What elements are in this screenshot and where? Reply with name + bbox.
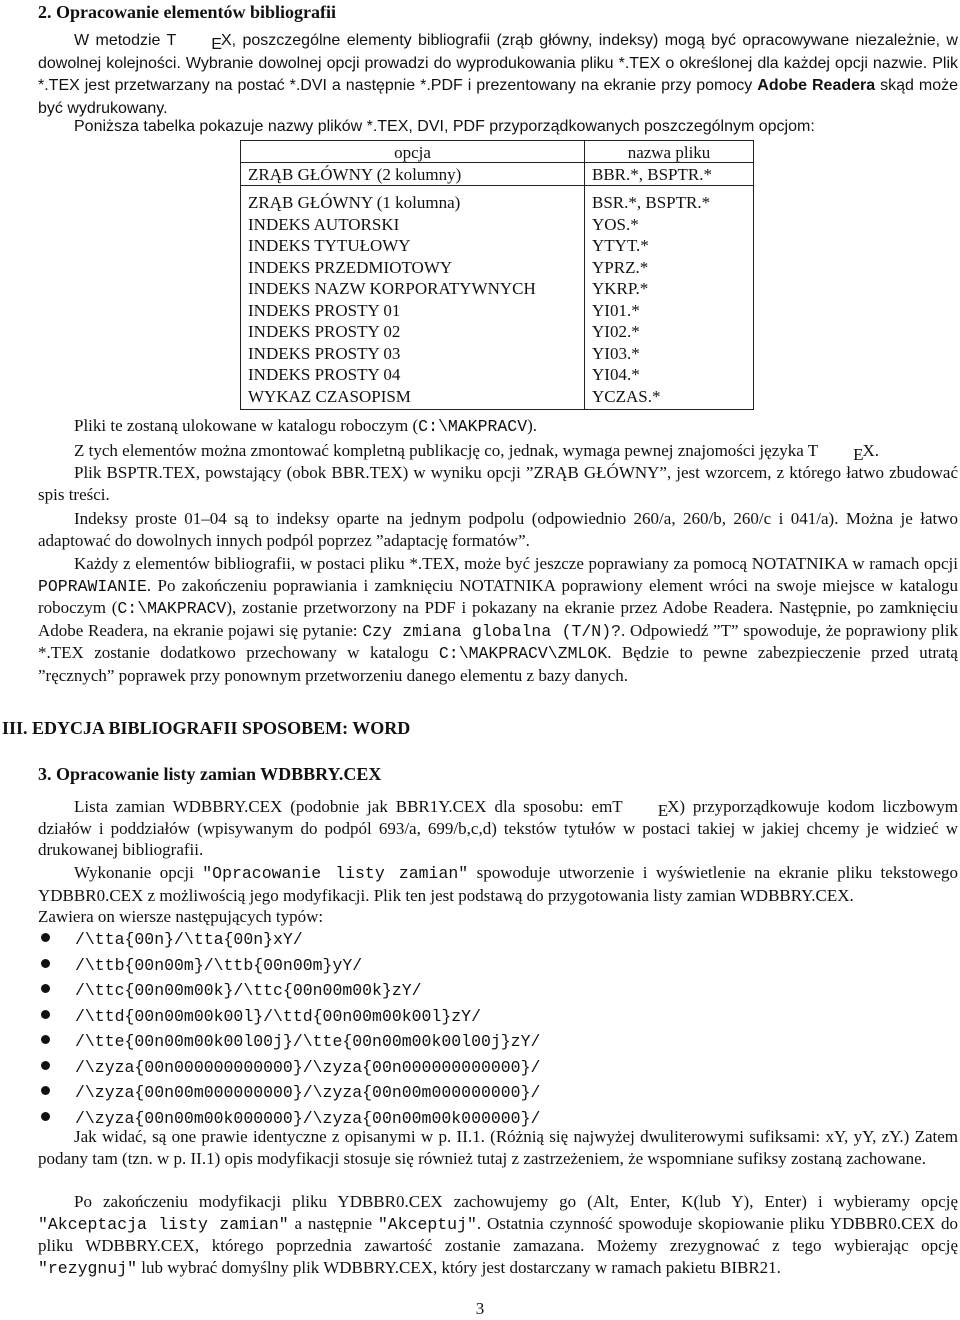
text-run: . Odpowiedź ”T” spowoduje, że poprawiony plik *.TEX zostanie dodatkowo przechowany w katalogu (38, 620, 959, 662)
table-cell-option: WYKAZ CZASOPISM (248, 386, 411, 406)
table-cell-option: INDEKS AUTORSKI (248, 214, 400, 234)
paragraph-table-intro: Poniższa tabelka pokazuje nazwy plików *.TEX, DVI, PDF przyporządkowanych poszczególnym opcjom: (74, 118, 815, 135)
text-run: W metodzie T (74, 32, 177, 49)
table-row (241, 321, 753, 343)
code-line: /\zyza{00n00m00k000000}/\zyza{00n00m00k000000}/ (75, 1108, 541, 1128)
paragraph-list-option (38, 862, 958, 906)
paragraph-corrections (38, 553, 958, 686)
list-item (38, 979, 540, 1005)
path-text: C:\MAKPRACV\ZMLOK (438, 644, 608, 663)
text-run: X, poszczególne elementy bibliografii (zrąb główny, indeksy) mogą być opracowywane niezależnie, w dowolnej kolejności. Wybranie dowolnej opcji prowadzi do wyprodukowania pliku *.TEX o określonej dla każdej opcji nazwie. Plik *.TEX jest przetwarzany na postać *.DVI a następnie *.PDF i prezentowany na ekranie przy pomocy (38, 32, 958, 94)
text-run: Wykonanie opcji (74, 863, 203, 882)
bullet-icon (41, 1035, 50, 1044)
bullet-icon (41, 1112, 50, 1121)
list-item (38, 1030, 540, 1056)
tex-logo-e: E (211, 36, 222, 53)
text-run: X. (862, 441, 880, 460)
paragraph-accept (38, 1191, 958, 1279)
table-cell-file: BSR.*, BSPTR.* (592, 193, 711, 212)
text-run: . Po zakończeniu poprawiania i zamknięciu NOTATNIKA poprawiony element wróci na swoje miejsce w katalogu roboczym ( (38, 575, 958, 617)
prompt-text: Czy zmiana globalna (T/N)? (362, 621, 622, 641)
table-cell-option: INDEKS NAZW KORPORATYWNYCH (248, 279, 536, 298)
code-line: /\ttb{00n00m}/\ttb{00n00m}yY/ (75, 955, 363, 975)
bullet-icon (41, 1086, 50, 1095)
table-cell-file: YI04.* (592, 365, 640, 384)
text-run: . Ostatnia czynność spowoduje skopiowanie pliku YDBBR0.CEX do pliku WDBBRY.CEX, którego poprzednia zawartość zostanie zamazana. Możemy zrezygnować z tego wybierając opcję (38, 1213, 958, 1255)
file-names-table (240, 140, 754, 410)
table-cell-file: YCZAS.* (592, 386, 661, 406)
text-run: X) przyporządkowuje kodom liczbowym działów i poddziałów (wpisywanym do podpól 693/a, 699/b,c,d) tekstów tytułów w postaci takiej w jakiej chcemy je widzieć w drukowanej bibliografii. (38, 797, 958, 859)
text-run: a następnie (288, 1213, 378, 1233)
code-line: /\zyza{00n00m000000000}/\zyza{00n00m000000000}/ (75, 1083, 541, 1102)
paragraph-assembly (38, 440, 958, 462)
table-cell-file: YPRZ.* (592, 257, 649, 277)
table-cell-option: INDEKS PROSTY 01 (248, 300, 401, 320)
code-line: /\tta{00n}/\tta{00n}xY/ (75, 930, 303, 949)
text-run: skąd może być wydrukowany. (38, 77, 959, 117)
option-name-text: "Opracowanie listy zamian" (202, 864, 469, 883)
option-name-text: "Akceptuj" (377, 1214, 477, 1234)
paragraph-intro (38, 29, 958, 119)
table-row (241, 386, 753, 408)
tex-logo-e: E (853, 445, 864, 464)
table-row (241, 214, 753, 236)
subsection-heading: 3. Opracowanie listy zamian WDBBRY.CEX (38, 764, 382, 784)
list-item (38, 1056, 540, 1082)
code-line: /\tte{00n00m00k00l00j}/\tte{00n00m00k00l00j}zY/ (75, 1032, 541, 1051)
table-cell-option: INDEKS TYTUŁOWY (248, 236, 411, 255)
table-cell-option: INDEKS PROSTY 04 (248, 365, 401, 384)
bullet-icon (41, 959, 50, 968)
bullet-icon (41, 984, 50, 993)
table-row (241, 235, 753, 257)
section-heading-2: 2. Opracowanie elementów bibliografii (38, 2, 336, 22)
table-cell-file: YTYT.* (592, 236, 649, 255)
path-text: C:\MAKPRACV (418, 417, 528, 436)
list-item (38, 928, 540, 954)
code-line: /\ttc{00n00m00k}/\ttc{00n00m00k}zY/ (75, 981, 422, 1000)
table-cell-file: YOS.* (592, 214, 639, 234)
tex-logo-e: E (657, 801, 669, 820)
list-item (38, 1081, 540, 1107)
paragraph-similarity: Jak widać, są one prawie identyczne z opisanymi w p. II.1. (Różnią się najwyżej dwuliterowymi sufiksami: xY, yY, zY.) Zatem podany tam (tzn. w p. II.1) opis modyfikacji stosuje się również tutaj z zastrzeżeniem, że wspomniane sufiksy zostaną zachowane. (38, 1127, 958, 1168)
text-run: Każdy z elementów bibliografii, w postaci pliku *.TEX, może być jeszcze poprawiany za pomocą NOTATNIKA w ramach opcji (74, 554, 958, 573)
table-row (241, 300, 753, 322)
table-row (241, 164, 753, 186)
paragraph-bsptr: Plik BSPTR.TEX, powstający (obok BBR.TEX) w wyniku opcji ”ZRĄB GŁÓWNY”, jest wzorcem, z którego łatwo zbudować spis treści. (38, 463, 958, 504)
text-run: Po zakończeniu modyfikacji pliku YDBBR0.CEX zachowujemy go (Alt, Enter, K(lub Y), Enter) i wybieramy opcję (74, 1192, 958, 1211)
bullet-icon (41, 933, 50, 942)
paragraph-working-dir (38, 415, 958, 438)
paragraph-list-description (38, 796, 958, 861)
table-cell-file: YI03.* (592, 343, 640, 363)
table-cell-option: ZRĄB GŁÓWNY (1 kolumna) (248, 193, 461, 212)
list-item (38, 1005, 540, 1031)
paragraph-simple-indexes: Indeksy proste 01–04 są to indeksy oparte na jednym podpolu (odpowiednio 260/a, 260/b, 260/c i 041/a). Można je łatwo adaptować do dowolnych innych podpól poprzez ”adaptację formatów”. (38, 509, 958, 550)
text-run: Pliki te zostaną ulokowane w katalogu roboczym ( (74, 416, 419, 435)
text-run: Lista zamian WDBBRY.CEX (podobnie jak BBR1Y.CEX dla sposobu: emT (74, 797, 623, 816)
table-cell-file: BBR.*, BSPTR.* (592, 165, 712, 184)
table-row (241, 192, 753, 214)
section-heading-3: III. EDYCJA BIBLIOGRAFII SPOSOBEM: WORD (2, 718, 411, 738)
table-cell-file: YI02.* (592, 322, 640, 341)
table-header-option: opcja (394, 143, 431, 162)
table-cell-file: YKRP.* (592, 279, 649, 298)
table-cell-option: INDEKS PROSTY 03 (248, 343, 401, 363)
table-row (241, 278, 753, 300)
option-name-text: "Akceptacja listy zamian" (38, 1214, 289, 1234)
table-cell-option: INDEKS PRZEDMIOTOWY (248, 257, 453, 277)
option-name-text: "rezygnuj" (38, 1258, 138, 1278)
page-number: 3 (475, 1299, 485, 1318)
paragraph-line-types: Zawiera on wiersze następujących typów: (38, 907, 324, 926)
table-header-file: nazwa pliku (627, 143, 711, 162)
table-cell-option: ZRĄB GŁÓWNY (2 kolumny) (248, 165, 462, 184)
text-run: spowoduje utworzenie i wyświetlenie na ekranie pliku tekstowego YDBBR0.CEX z możliwością jego modyfikacji. Plik ten jest podstawą do przygotowania listy zamian WDBBRY.CEX. (38, 863, 958, 905)
table-row (241, 343, 753, 365)
list-item (38, 954, 540, 980)
option-name-text: POPRAWIANIE (38, 576, 147, 596)
table-cell-option: INDEKS PROSTY 02 (248, 322, 401, 341)
code-line: /\zyza{00n000000000000}/\zyza{00n000000000000}/ (75, 1057, 541, 1077)
bullet-icon (41, 1010, 50, 1019)
table-cell-file: YI01.* (592, 300, 640, 320)
text-run: lub wybrać domyślny plik WDBBRY.CEX, który jest dostarczany w ramach pakietu BIBR21. (137, 1257, 781, 1277)
table-row (241, 364, 753, 386)
text-run: . Będzie to pewne zabezpieczenie przed utratą ”ręcznych” poprawek przy ponownym przetworzeniu danego elementu z bazy danych. (38, 643, 958, 685)
text-run: ). (527, 416, 538, 435)
text-run: ), zostanie przetworzony na PDF i pokazany na ekranie przez Adobe Readera. Następnie, po zamknięciu Adobe Readera, na ekranie pojawi się pytanie: (38, 598, 958, 640)
line-types-list (38, 928, 540, 1132)
adobe-reader-bold: Adobe Readera (757, 77, 876, 94)
bullet-icon (41, 1061, 50, 1070)
path-text: C:\MAKPRACV (117, 599, 227, 618)
code-line: /\ttd{00n00m00k00l}/\ttd{00n00m00k00l}zY/ (75, 1006, 481, 1026)
text-run: Z tych elementów można zmontować kompletną publikację co, jednak, wymaga pewnej znajomości języka T (74, 441, 819, 460)
table-row (241, 257, 753, 279)
